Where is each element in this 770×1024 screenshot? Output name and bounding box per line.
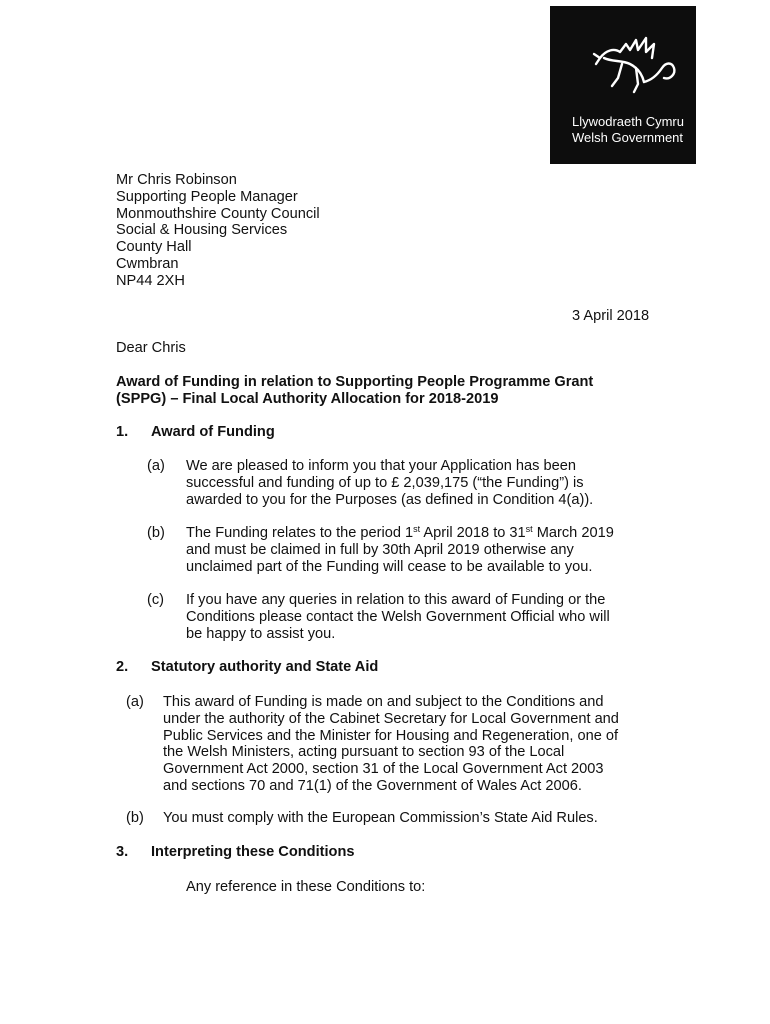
section-3-intro: Any reference in these Conditions to:: [186, 879, 426, 895]
section-1b-paragraph: [186, 525, 614, 575]
welsh-government-logo: [550, 6, 696, 164]
section-2-number: 2.: [116, 659, 129, 675]
paragraph-line: unclaimed part of the Funding will cease to be available to you.: [186, 558, 593, 575]
paragraph-line: the Welsh Ministers, acting pursuant to section 93 of the Local: [163, 744, 565, 761]
address-line: County Hall: [116, 239, 192, 256]
paragraph-line: If you have any queries in relation to this award of Funding or the: [186, 592, 606, 608]
address-line: Monmouthshire County Council: [116, 205, 320, 222]
section-2b-paragraph: [163, 810, 598, 827]
section-1-number: 1.: [116, 424, 129, 440]
section-1c-paragraph: [186, 592, 610, 642]
logo-text-english: Welsh Government: [572, 130, 684, 145]
subject-line: Award of Funding in relation to Supporting People Programme Grant: [116, 374, 594, 390]
letter-subject: [116, 374, 593, 408]
paragraph-line: We are pleased to inform you that your Application has been: [186, 458, 576, 474]
section-2b-label: (b): [126, 810, 144, 826]
paragraph-line: awarded to you for the Purposes (as defined in Condition 4(a)).: [186, 491, 594, 508]
address-line: Social & Housing Services: [116, 222, 288, 239]
section-3-heading: Interpreting these Conditions: [151, 844, 355, 860]
salutation: Dear Chris: [116, 340, 186, 356]
paragraph-line: successful and funding of up to £ 2,039,175 (“the Funding”) is: [186, 474, 584, 491]
ordinal-suffix: st: [525, 524, 533, 534]
paragraph-line: and must be claimed in full by 30th April 2019 otherwise any: [186, 541, 574, 558]
paragraph-line: be happy to assist you.: [186, 625, 336, 642]
section-2a-paragraph: [163, 694, 619, 795]
subject-line: (SPPG) – Final Local Authority Allocation for 2018-2019: [116, 391, 499, 407]
address-line: Cwmbran: [116, 255, 179, 272]
paragraph-line: Government Act 2000, section 31 of the Local Government Act 2003: [163, 761, 604, 778]
paragraph-line: Public Services and the Minister for Housing and Regeneration, one of: [163, 727, 619, 744]
section-1b-label: (b): [147, 525, 165, 541]
paragraph-line: under the authority of the Cabinet Secretary for Local Government and: [163, 710, 619, 727]
letter-date: 3 April 2018: [572, 308, 650, 324]
address-line: NP44 2XH: [116, 272, 185, 289]
paragraph-line: [186, 525, 614, 542]
address-line: Mr Chris Robinson: [116, 172, 237, 188]
recipient-address: [116, 172, 320, 290]
paragraph-line: and sections 70 and 71(1) of the Government of Wales Act 2006.: [163, 777, 582, 794]
dragon-icon: [592, 28, 682, 100]
address-line: Supporting People Manager: [116, 188, 298, 205]
section-2a-label: (a): [126, 694, 144, 710]
section-1c-label: (c): [147, 592, 165, 608]
text-run: March 2019: [532, 525, 614, 541]
section-3-number: 3.: [116, 844, 129, 860]
section-1-heading: Award of Funding: [151, 424, 275, 440]
paragraph-line: Conditions please contact the Welsh Government Official who will: [186, 608, 610, 625]
paragraph-line: You must comply with the European Commission’s State Aid Rules.: [163, 810, 598, 826]
ordinal-suffix: st: [413, 524, 421, 534]
section-1a-label: (a): [147, 458, 165, 474]
paragraph-line: This award of Funding is made on and subject to the Conditions and: [163, 694, 604, 710]
logo-text-welsh: Llywodraeth Cymru: [572, 114, 684, 129]
section-1a-paragraph: [186, 458, 593, 508]
text-run: April 2018 to 31: [420, 525, 526, 541]
section-2-heading: Statutory authority and State Aid: [151, 659, 379, 675]
text-run: The Funding relates to the period 1: [186, 525, 414, 541]
